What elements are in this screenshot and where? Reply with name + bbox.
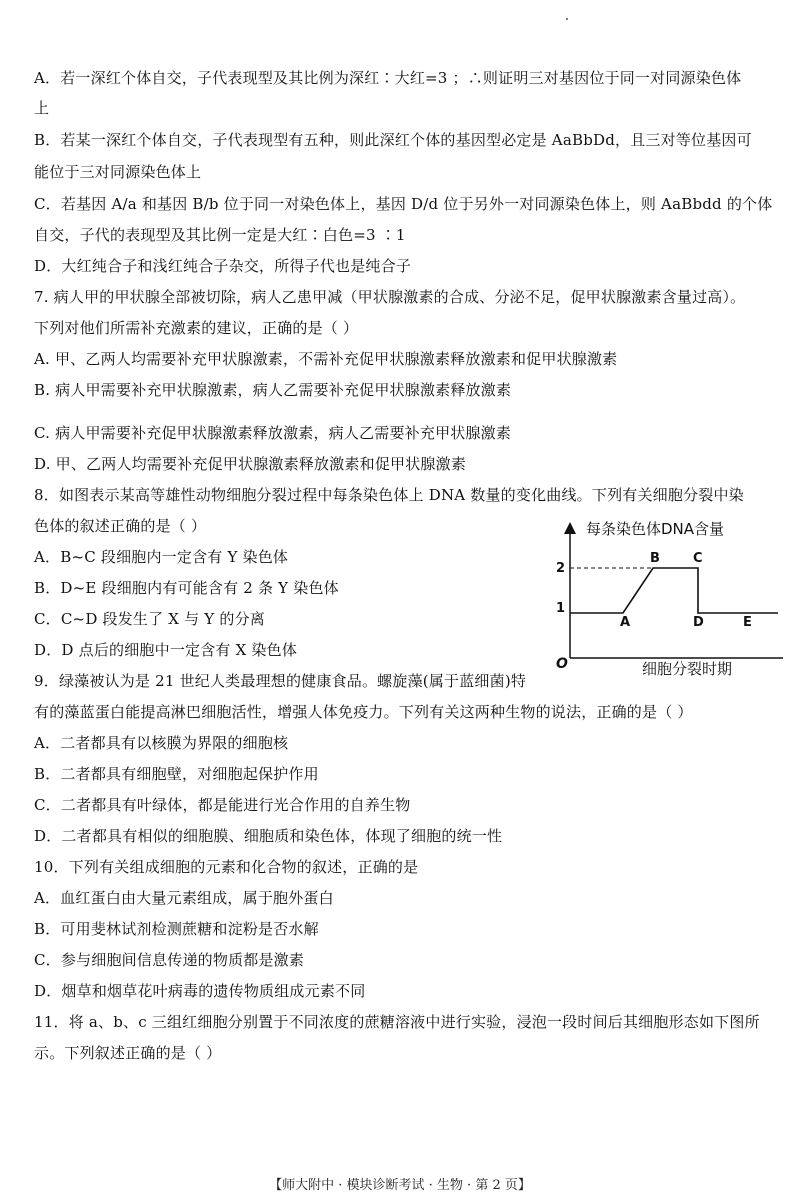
point-label-b: B (650, 551, 660, 566)
option-10d: D．烟草和烟草花叶病毒的遗传物质组成元素不同 (34, 982, 366, 1000)
option-6d: D．大红纯合子和浅红纯合子杂交，所得子代也是纯合子 (34, 257, 412, 275)
question-11-line2: 示。下列叙述正确的是（ ） (34, 1044, 222, 1062)
question-11-line1: 11．将 a、b、c 三组红细胞分别置于不同浓度的蔗糖溶液中进行实验，浸泡一段时间后其细胞形态如下图所 (34, 1013, 760, 1031)
origin-label: O (556, 656, 568, 672)
question-7-line1: 7. 病人甲的甲状腺全部被切除，病人乙患甲减（甲状腺激素的合成、分泌不足，促甲状腺激素含量过高）。 (34, 288, 746, 306)
point-label-a: A (620, 615, 631, 630)
point-label-e: E (743, 615, 752, 630)
question-8-line2: 色体的叙述正确的是（ ） (34, 517, 207, 535)
page-footer: 【师大附中 · 模块诊断考试 · 生物 · 第 2 页】 (269, 1178, 531, 1193)
option-10a: A．血红蛋白由大量元素组成，属于胞外蛋白 (34, 889, 334, 907)
option-7b: B. 病人甲需要补充甲状腺激素，病人乙需要补充促甲状腺激素释放激素 (34, 381, 512, 399)
option-9a: A．二者都具有以核膜为界限的细胞核 (34, 734, 289, 752)
question-9-line1: 9．绿藻被认为是 21 世纪人类最理想的健康食品。螺旋藻(属于蓝细菌)特 (34, 672, 527, 690)
point-label-c: C (693, 551, 703, 566)
y-axis-label: 每条染色体DNA含量 (586, 520, 725, 538)
scan-speck (566, 18, 568, 20)
option-8d: D．D 点后的细胞中一定含有 X 染色体 (34, 641, 298, 659)
dna-content-graph (558, 518, 788, 678)
option-7c: C. 病人甲需要补充促甲状腺激素释放激素，病人乙需要补充甲状腺激素 (34, 424, 512, 442)
option-10c: C．参与细胞间信息传递的物质都是激素 (34, 951, 305, 969)
option-7d: D. 甲、乙两人均需要补充促甲状腺激素释放激素和促甲状腺激素 (34, 455, 467, 473)
option-8c: C．C~D 段发生了 X 与 Y 的分离 (34, 610, 265, 628)
option-9b: B．二者都具有细胞壁，对细胞起保护作用 (34, 765, 319, 783)
y-tick-2: 2 (556, 561, 566, 576)
option-6b-line1: B．若某一深红个体自交，子代表现型有五种，则此深红个体的基因型必定是 AaBbDd，且三对等位基因可 (34, 131, 752, 149)
option-7a: A. 甲、乙两人均需要补充甲状腺激素，不需补充促甲状腺激素释放激素和促甲状腺激素 (34, 350, 618, 368)
option-8a: A．B~C 段细胞内一定含有 Y 染色体 (34, 548, 289, 566)
question-10: 10．下列有关组成细胞的元素和化合物的叙述，正确的是 (34, 858, 419, 876)
option-6c-line1: C．若基因 A/a 和基因 B/b 位于同一对染色体上，基因 D/d 位于另外一对同源染色体上，则 AaBbdd 的个体 (34, 195, 773, 213)
option-9c: C．二者都具有叶绿体，都是能进行光合作用的自养生物 (34, 796, 411, 814)
option-6a-line1: A．若一深红个体自交，子代表现型及其比例为深红∶大红=3 ；∴则证明三对基因位于同一对同源染色体 (34, 69, 742, 87)
option-10b: B．可用斐林试剂检测蔗糖和淀粉是否水解 (34, 920, 319, 938)
option-6b-line2: 能位于三对同源染色体上 (34, 163, 202, 181)
question-9-line2: 有的藻蓝蛋白能提高淋巴细胞活性，增强人体免疫力。下列有关这两种生物的说法，正确的是（ ） (34, 703, 693, 721)
option-8b: B．D~E 段细胞内有可能含有 2 条 Y 染色体 (34, 579, 339, 597)
option-9d: D．二者都具有相似的细胞膜、细胞质和染色体，体现了细胞的统一性 (34, 827, 503, 845)
x-axis-label: 细胞分裂时期 (642, 660, 733, 678)
question-7-line2: 下列对他们所需补充激素的建议，正确的是（ ） (34, 319, 359, 337)
option-6a-line2: 上 (34, 99, 50, 117)
option-6c-line2: 自交，子代的表现型及其比例一定是大红∶白色=3 ∶1 (34, 226, 406, 244)
y-tick-1: 1 (556, 601, 566, 616)
dna-curve (570, 568, 778, 613)
point-label-d: D (693, 615, 704, 630)
question-8-line1: 8．如图表示某高等雄性动物细胞分裂过程中每条染色体上 DNA 数量的变化曲线。下列有关细胞分裂中染 (34, 486, 744, 504)
